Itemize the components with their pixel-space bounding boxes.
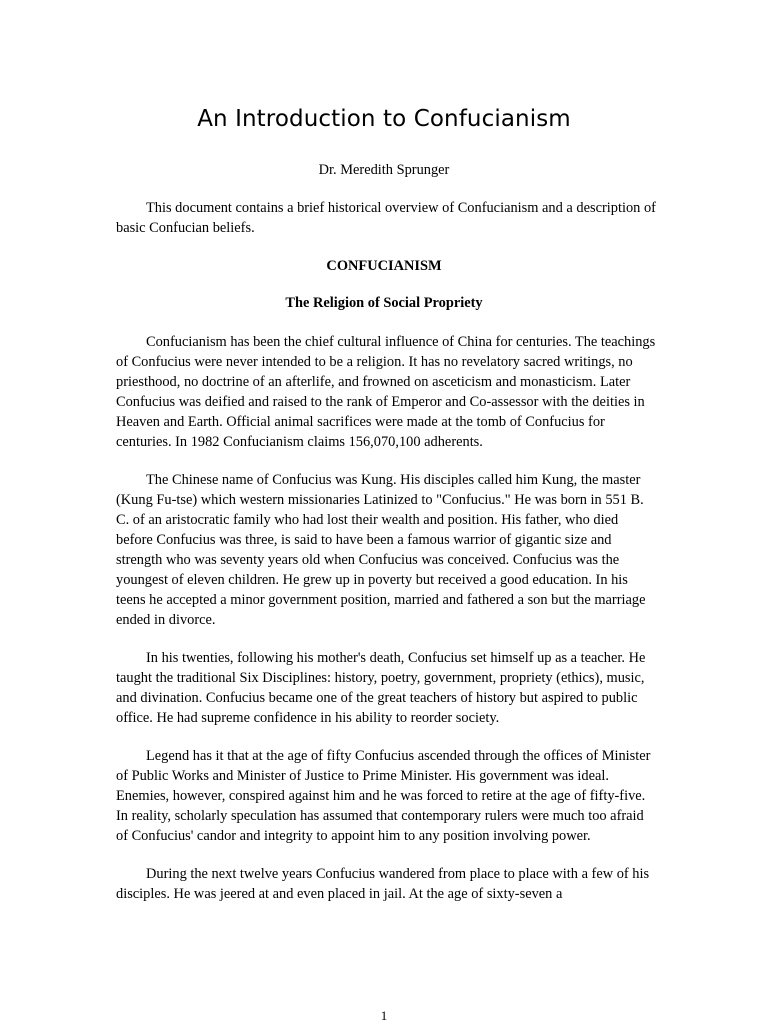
abstract-paragraph: This document contains a brief historical overview of Confucianism and a description of basic Confucian beliefs. — [116, 200, 656, 236]
document-author: Dr. Meredith Sprunger — [318, 162, 450, 178]
body-text — [116, 332, 657, 922]
body-paragraph: Confucianism has been the chief cultural influence of China for centuries. The teachings of Confucius were never intended to be a religion. It has no revelatory sacred writings, no priesthood, no doctrine of an afterlife, and frowned on asceticism and monasticism. Later Confucius was deified and raised to the rank of Emperor and Co-assessor with the deities in Heaven and Earth. Official animal sacrifices were made at the tomb of Confucius for centuries. In 1982 Confucianism claims 156,070,100 adherents. — [116, 334, 656, 450]
section-subheading: The Religion of Social Propriety — [285, 295, 483, 311]
body-paragraph: In his twenties, following his mother's death, Confucius set himself up as a teacher. He taught the traditional Six Disciplines: history, poetry, government, propriety (ethics), music, and divination. Confucius became one of the great teachers of history but aspired to public office. He had supreme confidence in his ability to reorder society. — [116, 650, 646, 726]
body-paragraph: The Chinese name of Confucius was Kung. His disciples called him Kung, the master (Kung Fu-tse) which western missionaries Latinized to "Confucius." He was born in 551 B. C. of an aristocratic family who had lost their wealth and position. His father, who died before Confucius was three, is said to have been a famous warrior of gigantic size and strength who was seventy years old when Confucius was conceived. Confucius was the youngest of eleven children. He grew up in poverty but received a good education. In his teens he accepted a minor government position, married and fathered a son but the marriage ended in divorce. — [116, 472, 646, 628]
body-paragraph: Legend has it that at the age of fifty Confucius ascended through the offices of Minister of Public Works and Minister of Justice to Prime Minister. His government was ideal. Enemies, however, conspired against him and he was forced to retire at the age of fifty-five. In reality, scholarly speculation has assumed that contemporary rulers were much too afraid of Confucius' candor and integrity to appoint him to any position involving power. — [116, 748, 651, 844]
document-abstract — [116, 198, 657, 256]
body-paragraph: During the next twelve years Confucius wandered from place to place with a few of his disciples. He was jeered at and even placed in jail. At the age of sixty-seven a — [116, 866, 650, 902]
document-title: An Introduction to Confucianism — [197, 106, 571, 132]
section-heading: CONFUCIANISM — [326, 258, 442, 274]
page-number: 1 — [380, 1008, 388, 1023]
